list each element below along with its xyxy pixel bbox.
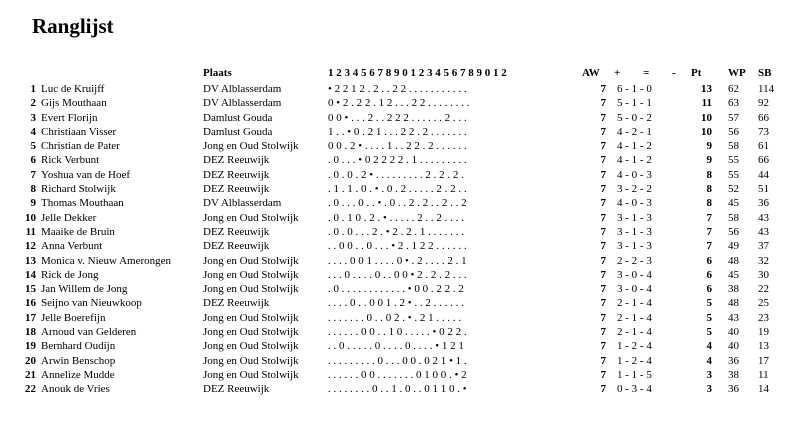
player-name: Bernhard Oudijn bbox=[41, 340, 116, 353]
player-club: DEZ Reeuwijk bbox=[203, 240, 270, 253]
results-grid: . . . . 0 . . 0 0 1 . 2 • . . 2 . . . . . . bbox=[328, 297, 464, 310]
table-row bbox=[0, 197, 800, 211]
player-name: Annelize Mudde bbox=[41, 368, 115, 381]
sb-score: 17 bbox=[758, 354, 769, 367]
header-wins: + bbox=[614, 67, 621, 79]
sb-score: 37 bbox=[758, 240, 769, 253]
player-club: Jong en Oud Stolwijk bbox=[203, 368, 299, 381]
win-draw-loss: 4 - 2 - 1 bbox=[617, 125, 652, 138]
win-draw-loss: 1 - 2 - 4 bbox=[617, 340, 652, 353]
player-club: DV Alblasserdam bbox=[203, 97, 282, 110]
results-grid: . . 0 . . . . . 0 . . . . 0 . . . . • 1 2 1 bbox=[328, 340, 464, 353]
table-row bbox=[0, 369, 800, 383]
wp-score: 57 bbox=[728, 111, 739, 124]
results-grid: 0 • 2 . 2 2 . 1 2 . . . 2 2 . . . . . . . . bbox=[328, 97, 470, 110]
win-draw-loss: 4 - 0 - 3 bbox=[617, 197, 652, 210]
points: 3 bbox=[706, 383, 712, 396]
player-rank: 20 bbox=[25, 354, 36, 367]
player-rank: 18 bbox=[25, 326, 36, 339]
games-played: 7 bbox=[600, 283, 606, 296]
player-rank: 4 bbox=[30, 125, 36, 138]
wp-score: 56 bbox=[728, 125, 739, 138]
player-club: Jong en Oud Stolwijk bbox=[203, 354, 299, 367]
wp-score: 56 bbox=[728, 225, 739, 238]
wp-score: 63 bbox=[728, 97, 739, 110]
sb-score: 43 bbox=[758, 211, 769, 224]
results-grid: . . . . . . 0 0 . . . . . . . 0 1 0 0 . • 2 bbox=[328, 368, 467, 381]
wp-score: 40 bbox=[728, 326, 739, 339]
standings-table bbox=[0, 83, 800, 398]
sb-score: 19 bbox=[758, 326, 769, 339]
win-draw-loss: 3 - 1 - 3 bbox=[617, 240, 652, 253]
table-row bbox=[0, 269, 800, 283]
results-grid: 0 0 • . . . 2 . . 2 2 2 . . . . . . 2 . . . bbox=[328, 111, 467, 124]
player-name: Jan Willem de Jong bbox=[41, 283, 128, 296]
games-played: 7 bbox=[600, 183, 606, 196]
header-aw: AW bbox=[582, 67, 600, 79]
points: 8 bbox=[706, 197, 712, 210]
wp-score: 45 bbox=[728, 268, 739, 281]
results-grid: . . . . . . . . 0 . . 1 . 0 . . 0 1 1 0 . • bbox=[328, 383, 467, 396]
results-grid: . 0 . . . 0 . . • . 0 . . 2 . 2 . . 2 . . 2 bbox=[328, 197, 467, 210]
win-draw-loss: 2 - 1 - 4 bbox=[617, 311, 652, 324]
player-club: Damlust Gouda bbox=[203, 125, 273, 138]
points: 7 bbox=[706, 211, 712, 224]
player-club: Jong en Oud Stolwijk bbox=[203, 283, 299, 296]
win-draw-loss: 3 - 2 - 2 bbox=[617, 183, 652, 196]
points: 6 bbox=[706, 254, 712, 267]
wp-score: 45 bbox=[728, 197, 739, 210]
sb-score: 25 bbox=[758, 297, 769, 310]
results-grid: . 0 . 0 . 2 • . . . . . . . . . 2 . 2 . 2 . bbox=[328, 168, 464, 181]
points: 5 bbox=[706, 297, 712, 310]
points: 7 bbox=[706, 225, 712, 238]
table-row bbox=[0, 240, 800, 254]
results-grid: . 0 . 1 0 . 2 . • . . . . . 2 . . 2 . . . . bbox=[328, 211, 464, 224]
games-played: 7 bbox=[600, 97, 606, 110]
win-draw-loss: 4 - 0 - 3 bbox=[617, 168, 652, 181]
player-name: Monica v. Nieuw Amerongen bbox=[41, 254, 172, 267]
sb-score: 114 bbox=[758, 83, 775, 95]
win-draw-loss: 3 - 0 - 4 bbox=[617, 268, 652, 281]
sb-score: 23 bbox=[758, 311, 769, 324]
player-club: Jong en Oud Stolwijk bbox=[203, 326, 299, 339]
header-sb: SB bbox=[758, 67, 772, 79]
win-draw-loss: 2 - 2 - 3 bbox=[617, 254, 652, 267]
player-name: Anouk de Vries bbox=[41, 383, 110, 396]
header-draws: = bbox=[643, 67, 650, 79]
player-rank: 19 bbox=[25, 340, 36, 353]
player-club: Damlust Gouda bbox=[203, 111, 273, 124]
results-grid: . 0 . . . . . . . . . . . . • 0 0 . 2 2 . 2 bbox=[328, 283, 464, 296]
player-name: Gijs Mouthaan bbox=[41, 97, 107, 110]
player-name: Jelle Dekker bbox=[41, 211, 97, 224]
player-rank: 10 bbox=[25, 211, 36, 224]
games-played: 7 bbox=[600, 154, 606, 167]
wp-score: 52 bbox=[728, 183, 739, 196]
games-played: 7 bbox=[600, 383, 606, 396]
games-played: 7 bbox=[600, 168, 606, 181]
player-club: Jong en Oud Stolwijk bbox=[203, 254, 299, 267]
games-played: 7 bbox=[600, 254, 606, 267]
player-club: Jong en Oud Stolwijk bbox=[203, 311, 299, 324]
player-club: Jong en Oud Stolwijk bbox=[203, 211, 299, 224]
wp-score: 36 bbox=[728, 383, 739, 396]
player-name: Richard Stolwijk bbox=[41, 183, 116, 196]
games-played: 7 bbox=[600, 125, 606, 138]
player-name: Rick Verbunt bbox=[41, 154, 100, 167]
results-grid: . . . . . . 0 0 . . 1 0 . . . . . • 0 2 2 . bbox=[328, 326, 467, 339]
player-name: Anna Verbunt bbox=[41, 240, 103, 253]
player-rank: 6 bbox=[30, 154, 36, 167]
table-row bbox=[0, 283, 800, 297]
player-name: Yoshua van de Hoef bbox=[41, 168, 131, 181]
wp-score: 58 bbox=[728, 211, 739, 224]
win-draw-loss: 1 - 2 - 4 bbox=[617, 354, 652, 367]
player-club: DEZ Reeuwijk bbox=[203, 225, 270, 238]
games-played: 7 bbox=[600, 197, 606, 210]
results-grid: . . 0 0 . . 0 . . . • 2 . 1 2 2 . . . . . . bbox=[328, 240, 467, 253]
table-row bbox=[0, 226, 800, 240]
points: 8 bbox=[706, 183, 712, 196]
player-rank: 7 bbox=[30, 168, 36, 181]
points: 9 bbox=[706, 140, 712, 153]
results-grid: . . . . . . . 0 . . 0 2 . • . 2 1 . . . . . bbox=[328, 311, 462, 324]
player-name: Maaike de Bruin bbox=[41, 225, 115, 238]
games-played: 7 bbox=[600, 354, 606, 367]
page-title: Ranglijst bbox=[32, 14, 114, 38]
table-row bbox=[0, 83, 800, 97]
wp-score: 48 bbox=[728, 254, 739, 267]
win-draw-loss: 4 - 1 - 2 bbox=[617, 140, 652, 153]
table-row bbox=[0, 355, 800, 369]
games-played: 7 bbox=[600, 311, 606, 324]
table-row bbox=[0, 126, 800, 140]
games-played: 7 bbox=[600, 368, 606, 381]
win-draw-loss: 5 - 0 - 2 bbox=[617, 111, 652, 124]
sb-score: 14 bbox=[758, 383, 769, 396]
table-row bbox=[0, 255, 800, 269]
player-name: Jelle Boerefijn bbox=[41, 311, 106, 324]
player-club: DEZ Reeuwijk bbox=[203, 168, 270, 181]
sb-score: 66 bbox=[758, 111, 769, 124]
player-rank: 3 bbox=[30, 111, 36, 124]
sb-score: 32 bbox=[758, 254, 769, 267]
games-played: 7 bbox=[600, 268, 606, 281]
win-draw-loss: 6 - 1 - 0 bbox=[617, 83, 652, 95]
player-rank: 11 bbox=[25, 225, 36, 238]
games-played: 7 bbox=[600, 111, 606, 124]
win-draw-loss: 5 - 1 - 1 bbox=[617, 97, 652, 110]
header-rounds: 1 2 3 4 5 6 7 8 9 0 1 2 3 4 5 6 7 8 9 0 1 2 bbox=[328, 67, 507, 79]
header-plaats: Plaats bbox=[203, 67, 232, 79]
points: 9 bbox=[706, 154, 712, 167]
player-rank: 9 bbox=[30, 197, 36, 210]
results-grid: . . . . . . . . . 0 . . . 0 0 . 0 2 1 • 1 . bbox=[328, 354, 467, 367]
sb-score: 13 bbox=[758, 340, 769, 353]
games-played: 7 bbox=[600, 340, 606, 353]
results-grid: 0 0 . 2 • . . . . 1 . . 2 2 . 2 . . . . . . bbox=[328, 140, 467, 153]
player-rank: 8 bbox=[30, 183, 36, 196]
wp-score: 38 bbox=[728, 283, 739, 296]
player-name: Christiaan Visser bbox=[41, 125, 117, 138]
player-club: DEZ Reeuwijk bbox=[203, 154, 270, 167]
player-rank: 16 bbox=[25, 297, 36, 310]
points: 6 bbox=[706, 268, 712, 281]
points: 5 bbox=[706, 311, 712, 324]
table-row bbox=[0, 340, 800, 354]
games-played: 7 bbox=[600, 225, 606, 238]
player-name: Thomas Mouthaan bbox=[41, 197, 124, 210]
wp-score: 55 bbox=[728, 168, 739, 181]
header-points: Pt bbox=[691, 67, 702, 79]
points: 10 bbox=[701, 125, 712, 138]
player-rank: 15 bbox=[25, 283, 36, 296]
wp-score: 58 bbox=[728, 140, 739, 153]
sb-score: 44 bbox=[758, 168, 769, 181]
sb-score: 22 bbox=[758, 283, 769, 296]
player-name: Christian de Pater bbox=[41, 140, 120, 153]
table-row bbox=[0, 312, 800, 326]
points: 10 bbox=[701, 111, 712, 124]
win-draw-loss: 3 - 1 - 3 bbox=[617, 211, 652, 224]
points: 11 bbox=[701, 97, 712, 110]
wp-score: 40 bbox=[728, 340, 739, 353]
player-name: Rick de Jong bbox=[41, 268, 99, 281]
results-grid: . . . 0 . . . . 0 . . 0 0 • 2 . 2 . 2 . . . bbox=[328, 268, 467, 281]
points: 4 bbox=[706, 354, 712, 367]
wp-score: 62 bbox=[728, 83, 739, 95]
sb-score: 43 bbox=[758, 225, 769, 238]
player-club: Jong en Oud Stolwijk bbox=[203, 140, 299, 153]
results-grid: . 0 . . . • 0 2 2 2 2 . 1 . . . . . . . . . bbox=[328, 154, 467, 167]
player-club: DV Alblasserdam bbox=[203, 83, 282, 95]
results-grid: • 2 2 1 2 . 2 . . 2 2 . . . . . . . . . . . bbox=[328, 83, 467, 95]
wp-score: 55 bbox=[728, 154, 739, 167]
player-name: Arnoud van Gelderen bbox=[41, 326, 137, 339]
table-row bbox=[0, 169, 800, 183]
table-row bbox=[0, 140, 800, 154]
wp-score: 48 bbox=[728, 297, 739, 310]
table-row bbox=[0, 112, 800, 126]
table-row bbox=[0, 212, 800, 226]
results-grid: . 0 . 0 . . . 2 . • 2 . 2 . 1 . . . . . . . bbox=[328, 225, 464, 238]
results-grid: 1 . . • 0 . 2 1 . . . 2 2 . 2 . . . . . . . bbox=[328, 125, 467, 138]
sb-score: 30 bbox=[758, 268, 769, 281]
sb-score: 66 bbox=[758, 154, 769, 167]
points: 3 bbox=[706, 368, 712, 381]
wp-score: 49 bbox=[728, 240, 739, 253]
wp-score: 43 bbox=[728, 311, 739, 324]
results-grid: . 1 . 1 . 0 . • . 0 . 2 . . . . . 2 . 2 . . bbox=[328, 183, 467, 196]
points: 8 bbox=[706, 168, 712, 181]
player-rank: 1 bbox=[30, 83, 36, 95]
points: 7 bbox=[706, 240, 712, 253]
win-draw-loss: 0 - 3 - 4 bbox=[617, 383, 652, 396]
sb-score: 73 bbox=[758, 125, 769, 138]
table-row bbox=[0, 183, 800, 197]
table-row bbox=[0, 297, 800, 311]
player-club: DEZ Reeuwijk bbox=[203, 183, 270, 196]
games-played: 7 bbox=[600, 140, 606, 153]
win-draw-loss: 2 - 1 - 4 bbox=[617, 326, 652, 339]
player-club: Jong en Oud Stolwijk bbox=[203, 268, 299, 281]
games-played: 7 bbox=[600, 83, 606, 95]
player-name: Evert Florijn bbox=[41, 111, 98, 124]
player-club: DEZ Reeuwijk bbox=[203, 383, 270, 396]
header-wp: WP bbox=[728, 67, 746, 79]
points: 4 bbox=[706, 340, 712, 353]
points: 13 bbox=[701, 83, 712, 95]
player-name: Arwin Benschop bbox=[41, 354, 116, 367]
points: 6 bbox=[706, 283, 712, 296]
games-played: 7 bbox=[600, 297, 606, 310]
sb-score: 51 bbox=[758, 183, 769, 196]
wp-score: 38 bbox=[728, 368, 739, 381]
table-row bbox=[0, 97, 800, 111]
player-name: Seijno van Nieuwkoop bbox=[41, 297, 142, 310]
games-played: 7 bbox=[600, 211, 606, 224]
player-rank: 13 bbox=[25, 254, 36, 267]
win-draw-loss: 3 - 0 - 4 bbox=[617, 283, 652, 296]
player-rank: 5 bbox=[30, 140, 36, 153]
win-draw-loss: 4 - 1 - 2 bbox=[617, 154, 652, 167]
win-draw-loss: 2 - 1 - 4 bbox=[617, 297, 652, 310]
results-grid: . . . . 0 0 1 . . . . 0 • . 2 . . . . 2 . 1 bbox=[328, 254, 467, 267]
player-club: DV Alblasserdam bbox=[203, 197, 282, 210]
player-rank: 22 bbox=[25, 383, 36, 396]
player-rank: 17 bbox=[25, 311, 36, 324]
player-rank: 21 bbox=[25, 368, 36, 381]
win-draw-loss: 1 - 1 - 5 bbox=[617, 368, 652, 381]
sb-score: 92 bbox=[758, 97, 769, 110]
win-draw-loss: 3 - 1 - 3 bbox=[617, 225, 652, 238]
player-rank: 2 bbox=[30, 97, 36, 110]
wp-score: 36 bbox=[728, 354, 739, 367]
table-row bbox=[0, 154, 800, 168]
sb-score: 61 bbox=[758, 140, 769, 153]
sb-score: 36 bbox=[758, 197, 769, 210]
sb-score: 11 bbox=[758, 368, 769, 381]
player-rank: 12 bbox=[25, 240, 36, 253]
player-club: Jong en Oud Stolwijk bbox=[203, 340, 299, 353]
games-played: 7 bbox=[600, 326, 606, 339]
player-rank: 14 bbox=[25, 268, 36, 281]
player-club: DEZ Reeuwijk bbox=[203, 297, 270, 310]
table-row bbox=[0, 383, 800, 397]
points: 5 bbox=[706, 326, 712, 339]
header-losses: - bbox=[672, 67, 676, 79]
player-name: Luc de Kruijff bbox=[41, 83, 105, 95]
games-played: 7 bbox=[600, 240, 606, 253]
table-row bbox=[0, 326, 800, 340]
